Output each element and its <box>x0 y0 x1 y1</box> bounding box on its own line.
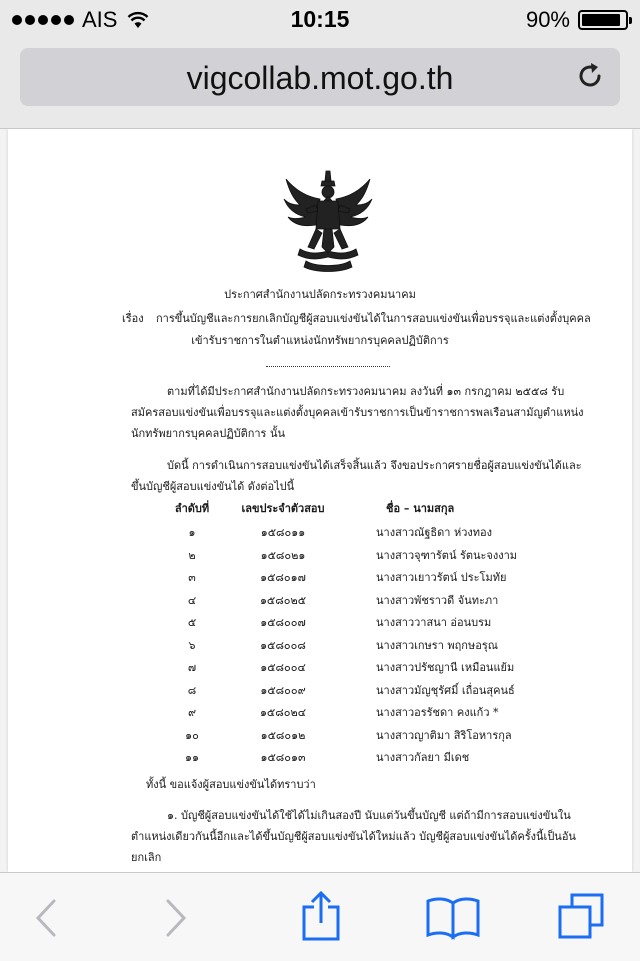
row-no: ๑ <box>188 526 196 539</box>
row-exam-id: ๑๕๘๐๑๒ <box>260 728 306 742</box>
tabs-icon[interactable] <box>556 891 606 943</box>
url-text[interactable]: vigcollab.mot.go.th <box>186 60 454 96</box>
bottom-toolbar <box>0 872 640 961</box>
address-bar[interactable] <box>20 48 620 106</box>
row-name: นางสาวปรัชญานี เหมือนแย้ม <box>376 661 515 674</box>
carrier-name: AIS <box>82 7 118 32</box>
divider-dotted <box>266 366 390 367</box>
row-name: นางสาวญาติมา สิริโอหารกุล <box>376 728 512 742</box>
back-icon[interactable] <box>22 895 72 941</box>
row-exam-id: ๑๕๘๐๒๔ <box>259 706 307 719</box>
subject-line-1: การขึ้นบัญชีและการยกเลิกบัญชีผู้สอบแข่งขันได้ในการสอบแข่งขันเพื่อบรรจุและแต่งตั้งบุคคล <box>156 312 591 325</box>
table-row <box>158 658 588 681</box>
forward-icon[interactable] <box>150 895 200 941</box>
row-exam-id: ๑๕๘๐๐๘ <box>260 638 306 652</box>
row-no: ๗ <box>187 661 197 674</box>
battery-percent: 90% <box>525 7 570 32</box>
row-exam-id: ๑๕๘๐๒๕ <box>259 593 307 607</box>
header-name: ชื่อ – นามสกุล <box>386 502 455 515</box>
battery-icon <box>578 10 628 30</box>
share-icon[interactable] <box>296 889 346 943</box>
row-no: ๘ <box>187 683 197 697</box>
table-row <box>158 568 588 591</box>
paragraph-4: ๑. บัญชีผู้สอบแข่งขันได้ใช้ได้ไม่เกินสองปี นับแต่วันขึ้นบัญชี แต่ถ้ามีการสอบแข่งขันในตำแหน่งเดียวกันนี้อีกและได้ขึ้นบัญชีผู้สอบแข่งขันได้ใหม่แล้ว บัญชีผู้สอบแข่งขันได้ครั้งนี้เป็นอันยกเลิก <box>131 809 576 864</box>
row-exam-id: ๑๕๘๐๒๑ <box>260 548 306 562</box>
table-header <box>158 499 588 523</box>
table-row <box>158 748 588 771</box>
reload-icon[interactable] <box>574 60 606 92</box>
row-name: นางสาวณัฐธิดา ห่วงทอง <box>376 526 492 539</box>
candidate-table <box>158 499 588 771</box>
subject-label: เรื่อง <box>122 312 144 325</box>
row-exam-id: ๑๕๘๐๐๗ <box>260 616 306 629</box>
row-name: นางสาวจุฑารัตน์ รัตนะจงงาม <box>376 548 518 562</box>
table-row <box>158 703 588 726</box>
bookmarks-icon[interactable] <box>424 895 482 941</box>
table-body <box>158 523 588 771</box>
document-viewport[interactable] <box>0 129 640 872</box>
table-row <box>158 591 588 614</box>
paragraph-2: บัดนี้ การดำเนินการสอบแข่งขันได้เสร็จสิ้นแล้ว จึงขอประกาศรายชื่อผู้สอบแข่งขันได้และขึ้นบัญชีผู้สอบแข่งขันได้ ดังต่อไปนี้ <box>131 459 582 493</box>
garuda-emblem <box>280 169 376 275</box>
row-exam-id: ๑๕๘๐๑๓ <box>260 751 306 764</box>
row-no: ๙ <box>187 706 197 719</box>
address-area <box>0 40 640 129</box>
row-name: นางสาวพัชราวดี จันทะภา <box>376 593 499 607</box>
table-row <box>158 546 588 569</box>
subject-line-2: เข้ารับราชการในตำแหน่งนักทรัพยากรบุคคลปฏิบัติการ <box>191 334 449 347</box>
row-no: ๖ <box>188 638 196 652</box>
row-exam-id: ๑๕๘๐๑๑ <box>260 526 306 539</box>
status-bar <box>0 0 640 40</box>
row-exam-id: ๑๕๘๐๐๔ <box>260 661 306 674</box>
table-row <box>158 681 588 704</box>
row-name: นางสาวเยาวรัตน์ ประโมทัย <box>376 571 507 584</box>
row-name: นางสาวกัลยา มีเดช <box>376 751 470 764</box>
paragraph-1: ตามที่ได้มีประกาศสำนักงานปลัดกระทรวงคมนาคม ลงวันที่ ๑๓ กรกฎาคม ๒๕๕๘ รับสมัครสอบแข่งขันเพื่อบรรจุและแต่งตั้งบุคคลเข้ารับราชการเป็นข้าราชการพลเรือนสามัญตำแหน่งนักทรัพยากรบุคคลปฏิบัติการ นั้น <box>131 385 584 440</box>
row-no: ๒ <box>188 548 196 562</box>
battery-fill <box>582 14 620 26</box>
document-page <box>8 129 632 872</box>
row-exam-id: ๑๕๘๐๑๗ <box>260 571 306 584</box>
header-no: ลำดับที่ <box>174 502 210 515</box>
row-name: นางสาววาสนา อ่อนบรม <box>376 616 492 629</box>
row-no: ๓ <box>188 571 196 584</box>
row-no: ๔ <box>187 593 197 607</box>
table-row <box>158 726 588 749</box>
row-no: ๑๑ <box>185 751 199 764</box>
row-name: นางสาวเกษรา พฤกษอรุณ <box>376 638 498 652</box>
table-row <box>158 636 588 659</box>
row-no: ๕ <box>187 616 197 629</box>
announcement-header: ประกาศสำนักงานปลัดกระทรวงคมนาคม <box>224 288 416 301</box>
header-exam-id: เลขประจำตัวสอบ <box>241 502 325 515</box>
status-time: 10:15 <box>290 6 350 32</box>
table-row <box>158 613 588 636</box>
row-name: นางสาวมัญชุรัศมิ์ เถื่อนสุคนธ์ <box>376 683 515 697</box>
table-row <box>158 523 588 546</box>
row-name: นางสาวอรรัชดา คงแก้ว * <box>376 706 499 719</box>
status-right <box>526 7 628 33</box>
row-no: ๑๐ <box>185 728 199 742</box>
row-exam-id: ๑๕๘๐๐๙ <box>260 683 306 697</box>
paragraph-3: ทั้งนี้ ขอแจ้งผู้สอบแข่งขันได้ทราบว่า <box>146 778 316 791</box>
